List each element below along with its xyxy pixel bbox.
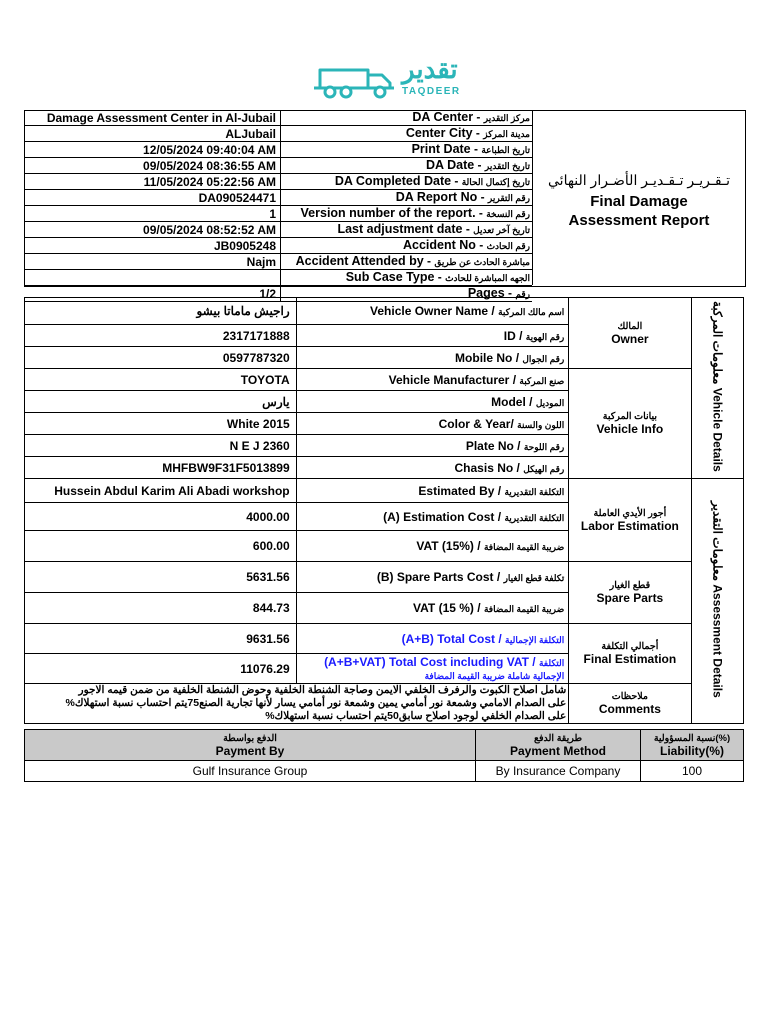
spare-parts-group: قطع الغيار Spare Parts — [569, 562, 691, 624]
parts-cost-value: 5631.56 — [25, 562, 297, 593]
details-table — [24, 297, 744, 724]
header-label: DA Date - تاريخ التقدير — [281, 158, 533, 174]
payment-by-header: الدفع بواسطة Payment By — [25, 730, 476, 761]
owner-name-label: Vehicle Owner Name / اسم مالك المركبة — [296, 298, 569, 325]
payment-table — [24, 729, 744, 782]
header-value: Najm — [24, 254, 281, 270]
table-row — [25, 624, 744, 654]
parts-cost-label: (B) Spare Parts Cost / تكلفة قطع الغيار — [296, 562, 569, 593]
labor-cost-value: 4000.00 — [25, 503, 297, 531]
comment-line: شامل اصلاح الكبوت والرفرف الخلفي الايمن وصاجة الشنطة الخلفية وحوض الشنطة الخلفية من ضمن قيمه الاجور — [78, 684, 567, 696]
labor-cost-label: (A) Estimation Cost / التكلفة التقديرية — [296, 503, 569, 531]
id-value: 2317171888 — [25, 325, 297, 347]
mobile-value: 0597787320 — [25, 347, 297, 369]
header-row — [24, 222, 532, 238]
model-label: Model / الموديل — [296, 391, 569, 413]
header-row — [24, 174, 532, 190]
report-title-line1: Final Damage — [590, 193, 688, 210]
comment-line: %على الصدام الامامي وشمعة نور أمامي يمين وشمعة نور أمامي يسار لأنها تجارية الصنع75يتم احتساب نسبة استهلاك — [65, 697, 567, 709]
report-info-table — [24, 110, 532, 302]
labor-vat-value: 600.00 — [25, 531, 297, 562]
labor-estimation-group: أجور الأيدي العاملة Labor Estimation — [569, 479, 691, 562]
report-title-english — [533, 192, 745, 230]
assessment-details-side-label: معلومات التقدير Assessment Details — [691, 479, 744, 724]
vehicle-details-side-label: معلومات المركبة Vehicle Details — [691, 298, 744, 479]
header-row — [24, 238, 532, 254]
header-value: Damage Assessment Center in Al-Jubail — [24, 110, 281, 126]
header-value — [24, 270, 281, 286]
header-row — [24, 270, 532, 286]
header-label: Last adjustment date - تاريخ آخر تعديل — [281, 222, 533, 238]
header-label: Pages - رقم — [281, 286, 533, 302]
header-label: Center City - مدينة المركز — [281, 126, 533, 142]
payment-row — [25, 761, 744, 782]
liability-value: 100 — [641, 761, 744, 782]
final-estimation-group: أجمالي التكلفة Final Estimation — [569, 624, 691, 684]
payment-method-value: By Insurance Company — [476, 761, 641, 782]
report-title-box — [532, 110, 745, 285]
total-cost-label: (A+B) Total Cost / التكلفة الإجمالية — [296, 624, 569, 654]
taqdeer-logo — [310, 54, 470, 102]
header-label: Sub Case Type - الجهه المباشرة للحادث — [281, 270, 533, 286]
comments-text — [25, 684, 569, 724]
header-value: ALJubail — [24, 126, 281, 142]
plate-value: N E J 2360 — [25, 435, 297, 457]
table-row — [25, 479, 744, 503]
parts-vat-value: 844.73 — [25, 593, 297, 624]
manufacturer-value: TOYOTA — [25, 369, 297, 391]
total-vat-value: 11076.29 — [25, 654, 297, 684]
owner-name-value: راجيش ماماتا بيشو — [25, 298, 297, 325]
comments-group: ملاحظات Comments — [569, 684, 691, 724]
plate-label: Plate No / رقم اللوحة — [296, 435, 569, 457]
header-value: 1 — [24, 206, 281, 222]
id-label: ID / رقم الهوية — [296, 325, 569, 347]
chasis-value: MHFBW9F31F5013899 — [25, 457, 297, 479]
color-year-value: White 2015 — [25, 413, 297, 435]
owner-group: المالك Owner — [569, 298, 691, 369]
total-vat-label: (A+B+VAT) Total Cost including VAT / التكلفة الإجمالية شاملة ضريبة القيمة المضافة — [296, 654, 569, 684]
payment-method-header: طريقة الدفع Payment Method — [476, 730, 641, 761]
header-value: JB0905248 — [24, 238, 281, 254]
header-row — [24, 126, 532, 142]
model-value: يارس — [25, 391, 297, 413]
comment-line: %على الصدام الخلفي لوجود اصلاح سابق50يتم احتساب نسبة استهلاك — [265, 710, 567, 722]
header-value: 09/05/2024 08:52:52 AM — [24, 222, 281, 238]
estimated-by-value: Hussein Abdul Karim Ali Abadi workshop — [25, 479, 297, 503]
header-row — [24, 110, 532, 126]
table-row — [25, 298, 744, 325]
vehicle-info-group: بيانات المركبة Vehicle Info — [569, 369, 691, 479]
logo-english-text: TAQDEER — [402, 86, 461, 97]
header-row — [24, 158, 532, 174]
report-title-arabic: تـقـريـر تـقـديـر الأضـرار النهائي — [548, 172, 730, 188]
header-row — [24, 142, 532, 158]
parts-vat-label: VAT (15 %) / ضريبة القيمة المضافة — [296, 593, 569, 624]
header-label: Print Date - تاريخ الطباعة — [281, 142, 533, 158]
labor-vat-label: VAT (15%) / ضريبة القيمة المضافة — [296, 531, 569, 562]
liability-header: نسبة المسؤولية(%) Liability(%) — [641, 730, 744, 761]
header-value: 1/2 — [24, 286, 281, 302]
header-row — [24, 190, 532, 206]
header-label: DA Center - مركز التقدير — [281, 110, 533, 126]
report-title-line2: Assessment Report — [568, 212, 710, 229]
manufacturer-label: Vehicle Manufacturer / صنع المركبة — [296, 369, 569, 391]
table-row — [25, 369, 744, 391]
logo-arabic-text: تقدير — [402, 54, 458, 84]
header-value: DA090524471 — [24, 190, 281, 206]
header-row — [24, 206, 532, 222]
payment-header-row — [25, 730, 744, 761]
chasis-label: Chasis No / رقم الهيكل — [296, 457, 569, 479]
comments-row — [25, 684, 744, 724]
header-label: Accident No - رقم الحادث — [281, 238, 533, 254]
estimated-by-label: Estimated By / التكلفة التقديرية — [296, 479, 569, 503]
header-value: 09/05/2024 08:36:55 AM — [24, 158, 281, 174]
color-year-label: Color & Year/ اللون والسنة — [296, 413, 569, 435]
header-label: DA Completed Date - تاريخ إكتمال الحالة — [281, 174, 533, 190]
header-value: 12/05/2024 09:40:04 AM — [24, 142, 281, 158]
total-cost-value: 9631.56 — [25, 624, 297, 654]
header-label: Accident Attended by - مباشرة الحادث عن طريق — [281, 254, 533, 270]
header-value: 11/05/2024 05:22:56 AM — [24, 174, 281, 190]
header-row — [24, 254, 532, 270]
header-label: Version number of the report. - رقم النسخة — [281, 206, 533, 222]
header-label: DA Report No - رقم التقرير — [281, 190, 533, 206]
mobile-label: Mobile No / رقم الجوال — [296, 347, 569, 369]
payment-by-value: Gulf Insurance Group — [25, 761, 476, 782]
table-row — [25, 562, 744, 593]
